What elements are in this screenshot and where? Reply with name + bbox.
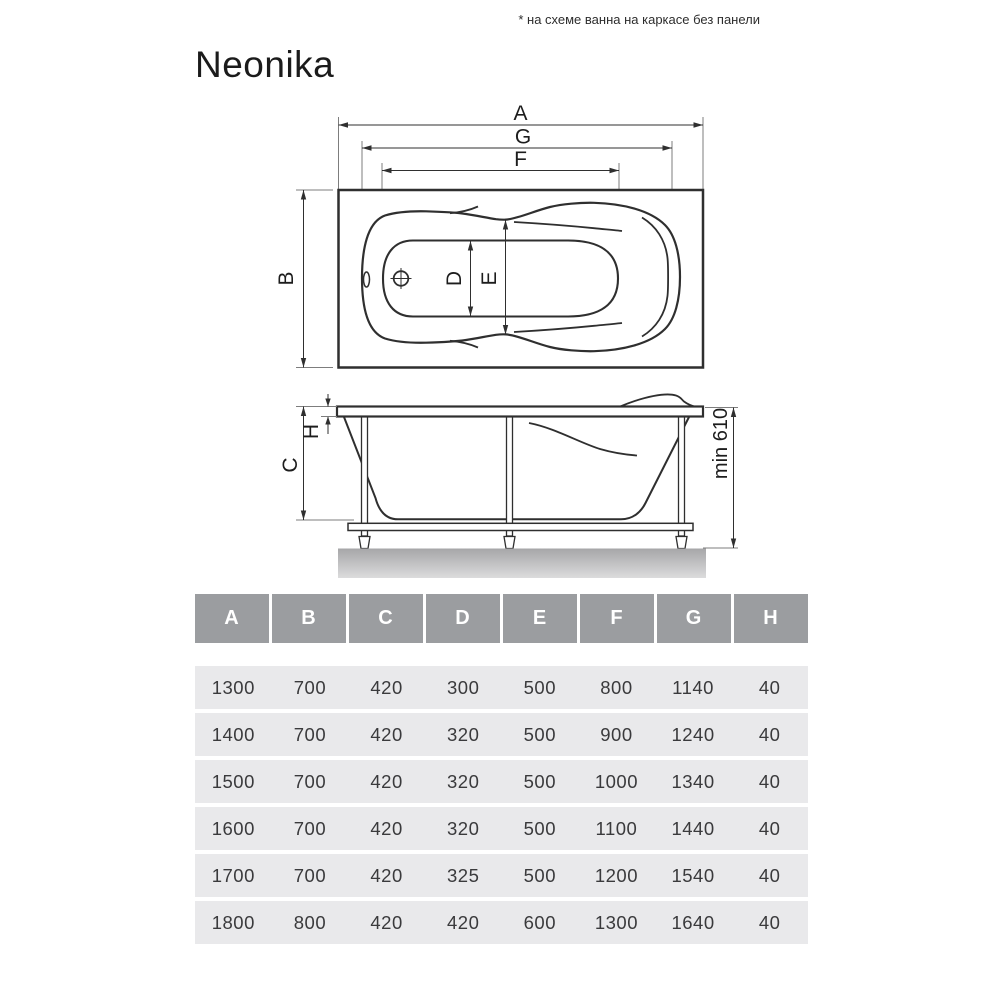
table-cell: 420: [370, 911, 403, 933]
table-cell: 1800: [211, 911, 255, 933]
table-cell: 1140: [672, 676, 714, 698]
table-cell: 1100: [595, 817, 638, 839]
table-cell: 320: [447, 723, 480, 745]
dimension-b: [301, 190, 306, 368]
table-cell: 1300: [594, 911, 639, 933]
table-cell: 320: [447, 770, 480, 792]
table-cell: 1340: [671, 770, 715, 792]
table-cell: 500: [523, 864, 556, 886]
dim-label-e: E: [478, 271, 501, 286]
table-cell: 1000: [594, 770, 639, 792]
table-cell: 40: [758, 723, 781, 745]
table-cell: 40: [758, 911, 781, 933]
product-title: Neonika: [195, 44, 335, 85]
dimension-h: [325, 394, 330, 434]
column-header: D: [426, 594, 500, 643]
table-row: [195, 807, 808, 850]
table-header-row: [195, 594, 808, 643]
table-cell: 900: [600, 723, 633, 745]
dimensions-table: [195, 594, 808, 944]
table-cell: 420: [370, 817, 403, 839]
table-cell: 1240: [671, 723, 715, 745]
table-cell: 800: [293, 911, 327, 933]
table-cell: 1440: [671, 817, 715, 839]
dim-label-d: D: [443, 270, 466, 287]
table-cell: 800: [600, 676, 633, 698]
dim-label-min-height: min 610: [710, 407, 732, 480]
column-header: E: [503, 594, 577, 643]
top-view: [296, 117, 703, 368]
table-cell: 300: [447, 676, 480, 698]
dim-label-g: G: [514, 125, 532, 149]
column-header: G: [657, 594, 731, 643]
table-cell: 700: [293, 676, 327, 698]
table-cell: 40: [758, 770, 781, 792]
column-header: H: [734, 594, 808, 643]
column-header: A: [195, 594, 269, 643]
table-cell: 500: [523, 723, 556, 745]
table-cell: 600: [523, 911, 556, 933]
table-cell: 1700: [211, 864, 255, 886]
table-cell: 700: [293, 817, 327, 839]
table-row: [195, 760, 808, 803]
table-body: [195, 666, 808, 944]
table-cell: 1640: [671, 911, 715, 933]
table-cell: 1400: [211, 723, 255, 745]
side-view: [296, 394, 738, 578]
table-cell: 500: [523, 676, 556, 698]
table-row: [195, 666, 808, 709]
table-cell: 700: [293, 770, 327, 792]
table-cell: 1600: [211, 817, 255, 839]
table-cell: 420: [370, 770, 403, 792]
table-cell: 1540: [671, 864, 715, 886]
table-cell: 40: [758, 676, 781, 698]
dim-label-c: C: [279, 457, 302, 473]
table-cell: 325: [447, 864, 480, 886]
column-header: C: [349, 594, 423, 643]
table-cell: 40: [758, 864, 781, 886]
table-cell: 700: [293, 864, 327, 886]
dim-label-h: H: [300, 423, 323, 440]
table-cell: 700: [293, 723, 327, 745]
column-header: B: [272, 594, 346, 643]
dim-label-b: B: [275, 271, 298, 286]
footnote: * на схеме ванна на каркасе без панели: [518, 12, 760, 27]
table-cell: 420: [370, 723, 403, 745]
table-cell: 1200: [594, 864, 639, 886]
table-cell: 500: [523, 770, 556, 792]
table-cell: 320: [447, 817, 480, 839]
table-cell: 1300: [211, 676, 255, 698]
table-row: [195, 713, 808, 756]
table-cell: 500: [523, 817, 556, 839]
table-cell: 40: [758, 817, 781, 839]
table-cell: 420: [370, 864, 403, 886]
table-row: [195, 854, 808, 897]
table-cell: 420: [370, 676, 403, 698]
dim-label-f: F: [514, 148, 527, 171]
table-cell: 420: [447, 911, 480, 933]
dim-label-a: A: [513, 102, 528, 125]
table-row: [195, 901, 808, 944]
table-cell: 1500: [211, 770, 255, 792]
column-header: F: [580, 594, 654, 643]
dimension-f: [382, 168, 619, 173]
